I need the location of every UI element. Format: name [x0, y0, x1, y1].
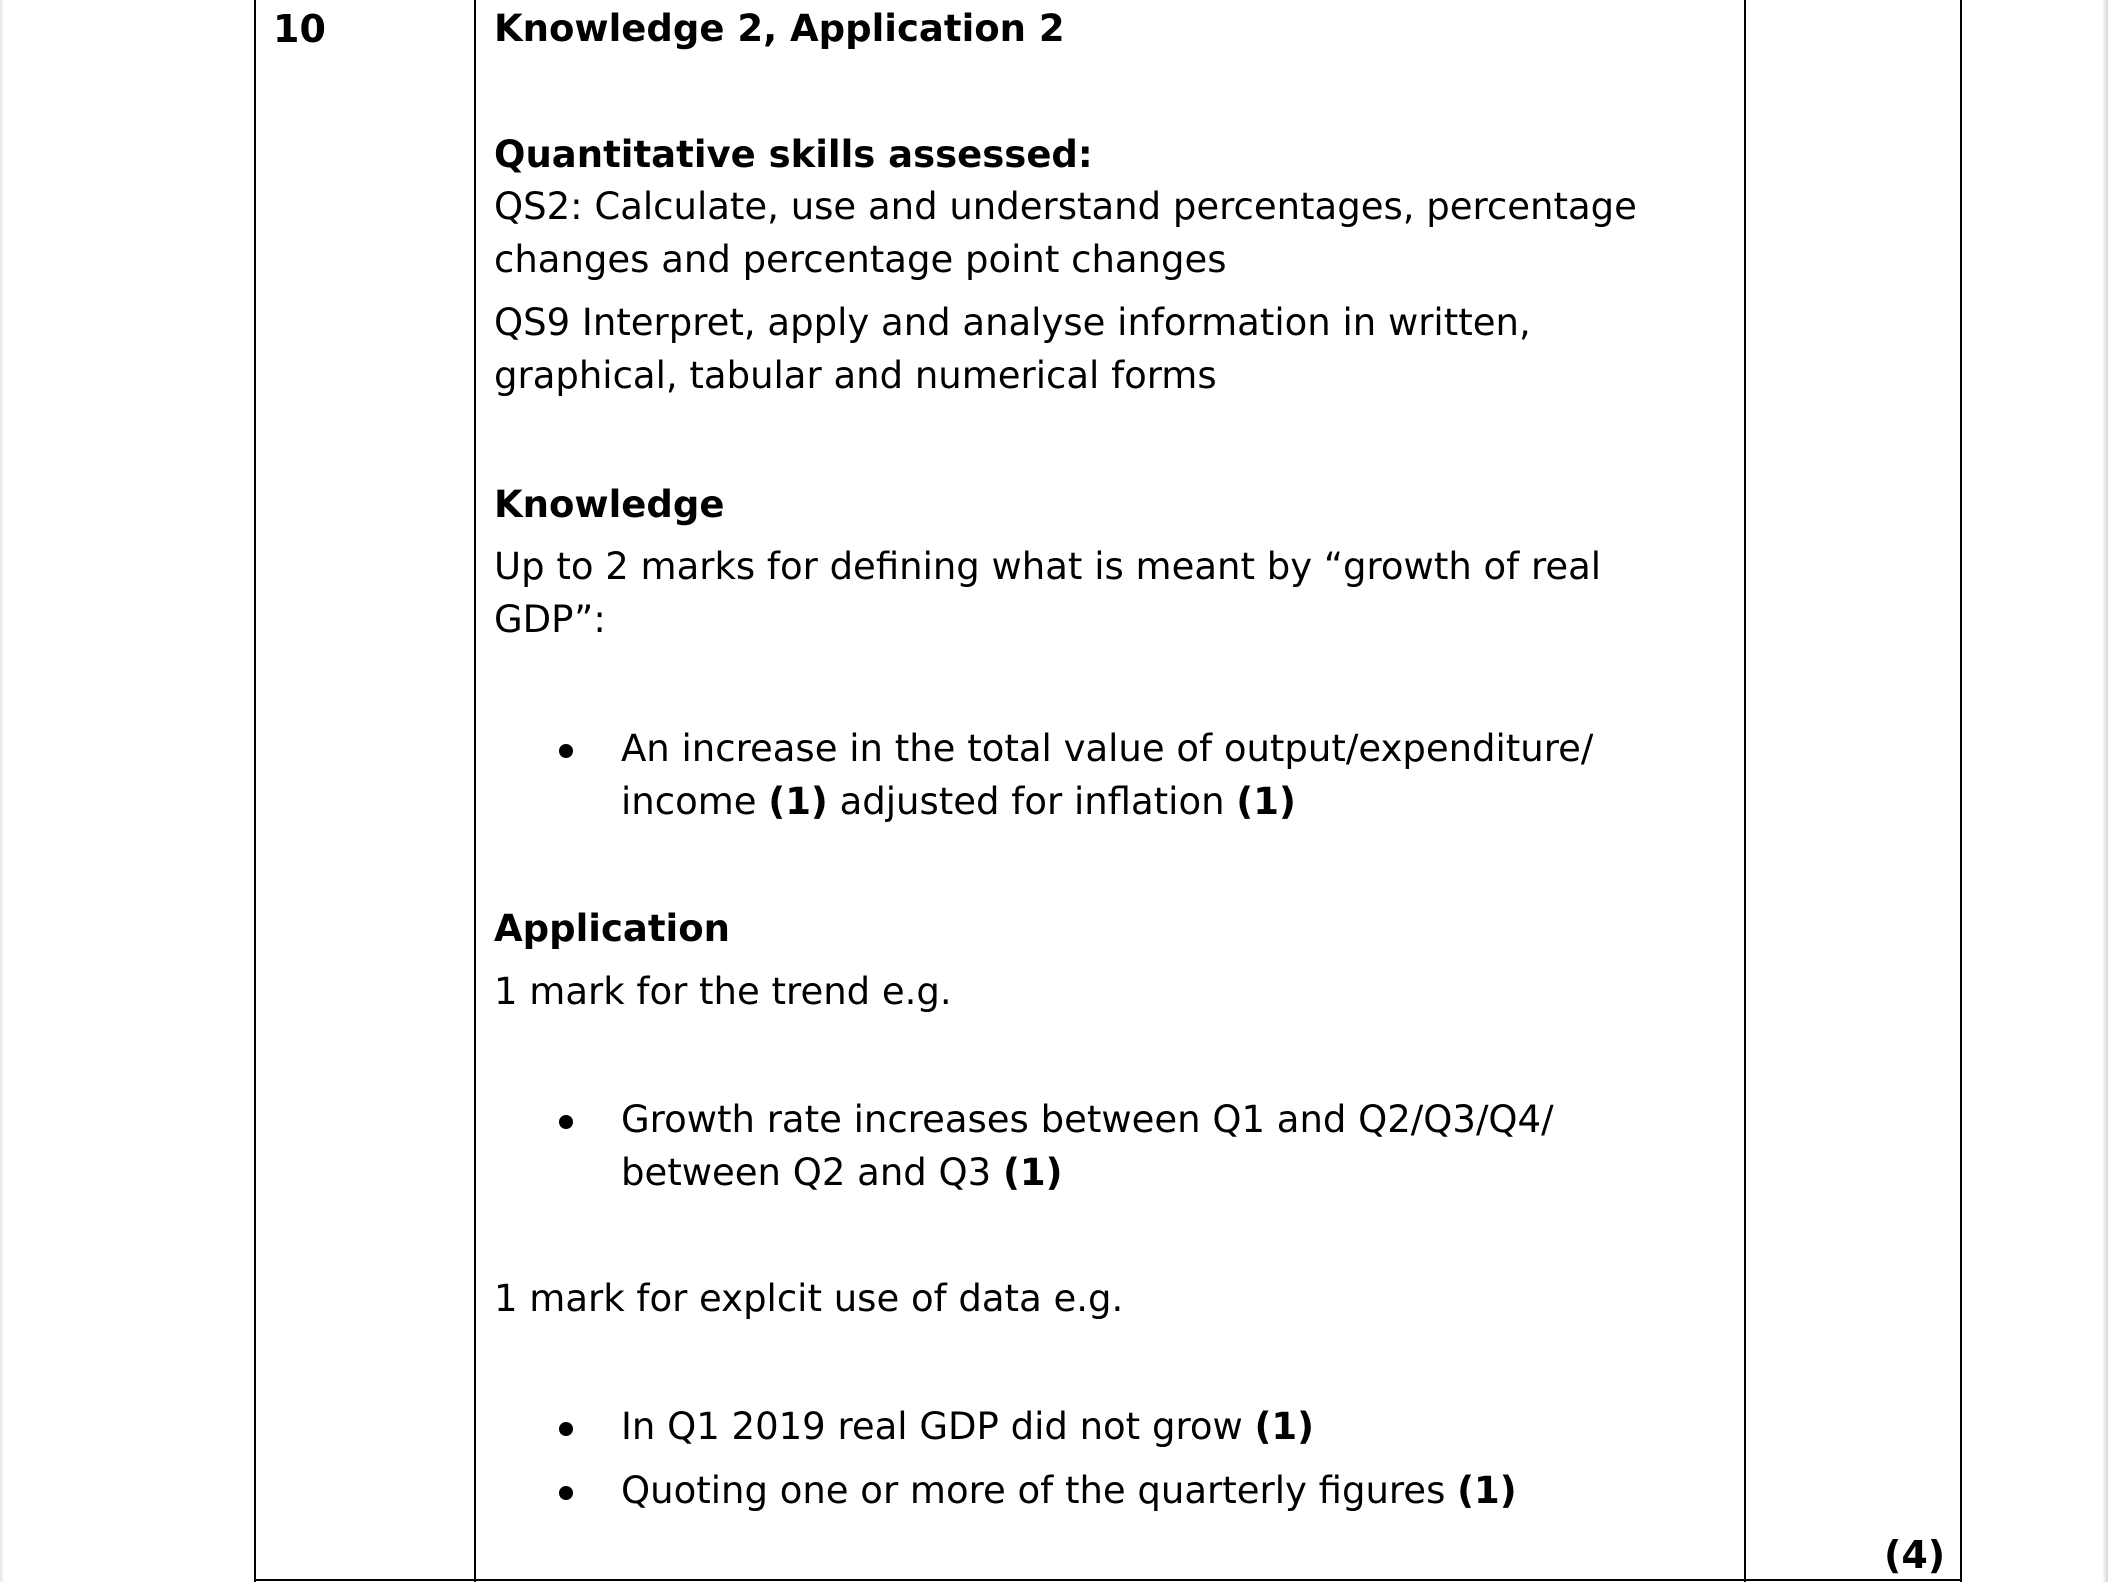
trend-bullet: [621, 1093, 1701, 1199]
question-title: Knowledge 2, Application 2: [494, 7, 1065, 50]
trend-intro: 1 mark for the trend e.g.: [494, 970, 952, 1013]
table-border-bottom: [254, 1579, 1962, 1581]
total-marks: (4): [1884, 1533, 1946, 1577]
knowledge-bullet: [621, 722, 1701, 828]
bullet-icon: [559, 1422, 573, 1436]
application-heading: Application: [494, 907, 731, 950]
question-number: 10: [273, 7, 326, 51]
data-bullet-2: [621, 1464, 1701, 1517]
table-border-right: [1960, 0, 1962, 1582]
page-edge-right: [2102, 0, 2108, 1582]
table-divider-1: [474, 0, 476, 1582]
bullet-text: adjusted for inflation: [827, 780, 1237, 823]
mark-label: (1): [768, 780, 828, 823]
knowledge-heading: Knowledge: [494, 483, 725, 526]
bullet-text: Growth rate increases between Q1 and Q2/Q3/Q4/ between Q2 and Q3: [621, 1098, 1554, 1194]
qs9-text: QS9 Interpret, apply and analyse information in written, graphical, tabular and numerical forms: [494, 301, 1531, 397]
bullet-icon: [559, 1486, 573, 1500]
table-divider-2: [1744, 0, 1746, 1582]
data-intro: 1 mark for explcit use of data e.g.: [494, 1277, 1124, 1320]
mark-label: (1): [1254, 1405, 1315, 1448]
knowledge-intro: Up to 2 marks for defining what is meant by “growth of real GDP”:: [494, 545, 1602, 641]
page-edge-left: [0, 0, 4, 1582]
mark-label: (1): [1002, 1151, 1063, 1194]
bullet-icon: [559, 744, 573, 758]
qs2-text: QS2: Calculate, use and understand percentages, percentage changes and percentage point changes: [494, 185, 1637, 281]
bullet-icon: [559, 1115, 573, 1129]
qs-heading: Quantitative skills assessed:: [494, 133, 1093, 176]
data-bullet-1: [621, 1400, 1701, 1453]
bullet-text: Quoting one or more of the quarterly figures: [621, 1469, 1458, 1512]
mark-label: (1): [1236, 780, 1296, 823]
bullet-text: An increase in the total value of output/expenditure/ income: [621, 727, 1594, 823]
bullet-text: In Q1 2019 real GDP did not grow: [621, 1405, 1255, 1448]
mark-label: (1): [1457, 1469, 1517, 1512]
table-border-left: [254, 0, 256, 1582]
